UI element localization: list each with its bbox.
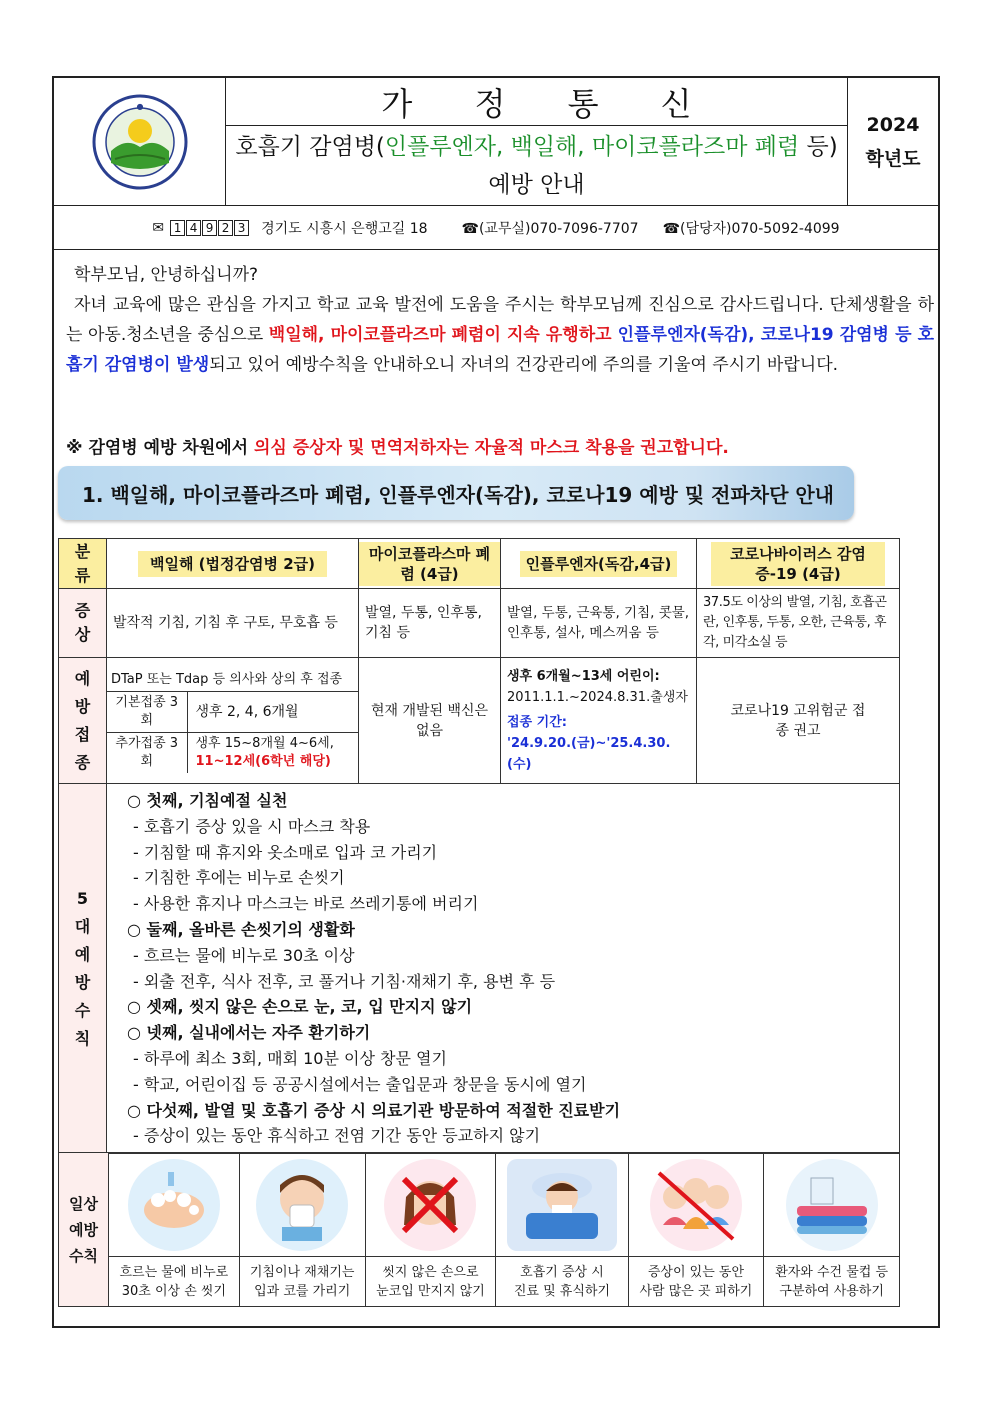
cat-symptom: 증상 [59, 589, 107, 658]
daily-pic-notouch [365, 1153, 496, 1257]
rule-heading: ○ 셋째, 씻지 않은 손으로 눈, 코, 입 만지지 않기 [127, 997, 473, 1017]
mail-icon: ✉ [152, 219, 165, 236]
cat-vaccine: 예방접종 [59, 658, 107, 784]
year: 2024 [866, 114, 920, 136]
vaccine-influenza: 생후 6개월~13세 어린이: 2011.1.1.~2024.8.31.출생자 접종 기간: '24.9.20.(금)~'25.4.30.(수) [501, 658, 697, 784]
handwash-icon [128, 1159, 220, 1251]
daily-prevention-strip [58, 1152, 900, 1307]
school-address: 경기도 시흥시 은행고길 18 [261, 220, 428, 237]
greeting: 학부모님, 안녕하십니까? [74, 265, 259, 285]
five-rules-row [59, 784, 900, 1154]
year-unit: 학년도 [865, 148, 921, 170]
rule-item: - 학교, 어린이집 등 공공시설에서는 출입문과 창문을 동시에 열기 [133, 1074, 587, 1094]
rule-heading: ○ 첫째, 기침예절 실천 [127, 791, 288, 810]
daily-pic-avoid [628, 1153, 764, 1257]
daily-pic-handwash [109, 1153, 240, 1257]
disease-table [58, 538, 900, 1154]
daily-caption-5: 증상이 있는 동안 사람 많은 곳 피하기 [628, 1257, 764, 1307]
rule-item: - 흐르는 물에 비누로 30초 이상 [133, 945, 355, 965]
header-covid: 코로나바이러스 감염증-19 (4급) [697, 539, 900, 589]
header-mycoplasma: 마이코플라스마 폐렴 (4급) [359, 539, 501, 589]
intro-paragraph: 자녀 교육에 많은 관심을 가지고 학교 교육 발전에 도움을 주시는 학부모님께 진심으로 감사드립니다. 단체생활을 하는 아동.청소년을 중심으로 백일해, 마이코플라즈마 폐렴이 지속 유행하고 인플루엔자(독감), 코로나19 감염병 등 호흡기 감염병이 발생되고 있어 예방수칙을 안내하오니 자녀의 건강관리에 주의를 기울여 주시기 바랍니다. [66, 295, 934, 375]
vaccine-row [59, 658, 900, 784]
vaccine-pertussis [107, 658, 359, 784]
title-cell [226, 78, 848, 206]
zip-code: 1 4 9 2 3 [170, 220, 249, 236]
cat-header: 분류 [59, 539, 107, 589]
section-banner: 1. 백일해, 마이코플라즈마 폐렴, 인플루엔자(독감), 코로나19 예방 및 전파차단 안내 [58, 466, 854, 520]
table-header-row [59, 539, 900, 589]
rule-heading: ○ 넷째, 실내에서는 자주 환기하기 [127, 1023, 371, 1043]
header-influenza: 인플루엔자(독감,4급) [501, 539, 697, 589]
daily-cat: 일상 예방 수칙 [59, 1153, 109, 1307]
header-pertussis: 백일해 (법정감염병 2급) [107, 539, 359, 589]
symptom-mycoplasma: 발열, 두통, 인후통, 기침 등 [359, 589, 501, 658]
subtitle-diseases: 인플루엔자, 백일해, 마이코플라즈마 폐렴 [384, 134, 800, 160]
no-touch-face-icon [384, 1159, 476, 1251]
mask-notice: ※ 감염병 예방 차원에서 의심 증상자 및 면역저하자는 자율적 마스크 착용을 권고합니다. [66, 438, 729, 458]
vaccine-mycoplasma: 현재 개발된 백신은 없음 [359, 658, 501, 784]
daily-pic-cover [239, 1153, 365, 1257]
symptom-row [59, 589, 900, 658]
rule-item: - 하루에 최소 3회, 매회 10분 이상 창문 열기 [133, 1048, 447, 1068]
page-title: 가 정 통 신 [226, 78, 847, 126]
vaccine-covid: 코로나19 고위험군 접종 권고 [697, 658, 900, 784]
subtitle-post: 등) 예방 안내 [488, 134, 838, 198]
daily-pic-rest [496, 1153, 628, 1257]
vaccine-basic-label: 기본접종 3회 [107, 691, 187, 732]
rule-item: - 기침할 때 휴지와 옷소매로 입과 코 가리기 [133, 842, 438, 862]
daily-caption-1: 흐르는 물에 비누로 30초 이상 손 씻기 [109, 1257, 240, 1307]
subtitle-pre: 호흡기 감염병( [235, 134, 385, 160]
intro-letter [66, 260, 934, 380]
vaccine-note: DTaP 또는 Tdap 등 의사와 상의 후 접종 [107, 669, 358, 692]
symptom-influenza: 발열, 두통, 근육통, 기침, 콧물, 인후통, 설사, 메스꺼움 등 [501, 589, 697, 658]
vaccine-booster-schedule: 생후 15~8개월 4~6세, 11~12세(6학년 해당) [187, 732, 358, 773]
cat-five-rules: 5대 예방수칙 [59, 784, 107, 1154]
rule-item: - 외출 전후, 식사 전후, 코 풀거나 기침·재채기 후, 용변 후 등 [133, 971, 556, 991]
vaccine-basic-schedule: 생후 2, 4, 6개월 [187, 691, 358, 732]
header [54, 78, 938, 206]
rule-item: - 기침한 후에는 비누로 손씻기 [133, 868, 345, 888]
staff-phone: ☎(담당자)070-5092-4099 [662, 220, 840, 237]
rule-item: - 사용한 휴지나 마스크는 바로 쓰레기통에 버리기 [133, 894, 479, 914]
daily-caption-6: 환자와 수건 물컵 등 구분하여 사용하기 [764, 1257, 900, 1307]
five-rules-list [107, 784, 900, 1154]
page-subtitle [226, 126, 847, 204]
rule-heading: ○ 다섯째, 발열 및 호흡기 증상 시 의료기관 방문하여 적절한 진료받기 [127, 1100, 621, 1120]
school-logo-cell [54, 78, 226, 206]
office-phone: ☎(교무실)070-7096-7707 [461, 220, 639, 237]
school-year-cell [848, 78, 938, 206]
rule-heading: ○ 둘째, 올바른 손씻기의 생활화 [127, 919, 355, 939]
school-logo [91, 93, 189, 191]
daily-pic-separate [764, 1153, 900, 1257]
daily-caption-4: 호흡기 증상 시 진료 및 휴식하기 [496, 1257, 628, 1307]
svg-text:●: ● [136, 102, 143, 111]
rule-item: - 증상이 있는 동안 휴식하고 전염 기간 동안 등교하지 않기 [133, 1126, 541, 1146]
symptom-pertussis: 발작적 기침, 기침 후 구토, 무호흡 등 [107, 589, 359, 658]
symptom-covid: 37.5도 이상의 발열, 기침, 호흡곤란, 인후통, 두통, 오한, 근육통, 후각, 미각소실 등 [697, 589, 900, 658]
daily-caption-2: 기침이나 재채기는 입과 코를 가리기 [239, 1257, 365, 1307]
separate-items-icon [786, 1159, 878, 1251]
cover-cough-icon [256, 1159, 348, 1251]
daily-caption-3: 씻지 않은 손으로 눈코입 만지지 않기 [365, 1257, 496, 1307]
avoid-crowd-icon [650, 1159, 742, 1251]
contact-bar [54, 206, 938, 250]
vaccine-booster-label: 추가접종 3회 [107, 732, 187, 773]
rest-icon [507, 1159, 617, 1251]
rule-item: - 호흡기 증상 있을 시 마스크 착용 [133, 816, 371, 836]
document-frame [52, 76, 940, 1328]
